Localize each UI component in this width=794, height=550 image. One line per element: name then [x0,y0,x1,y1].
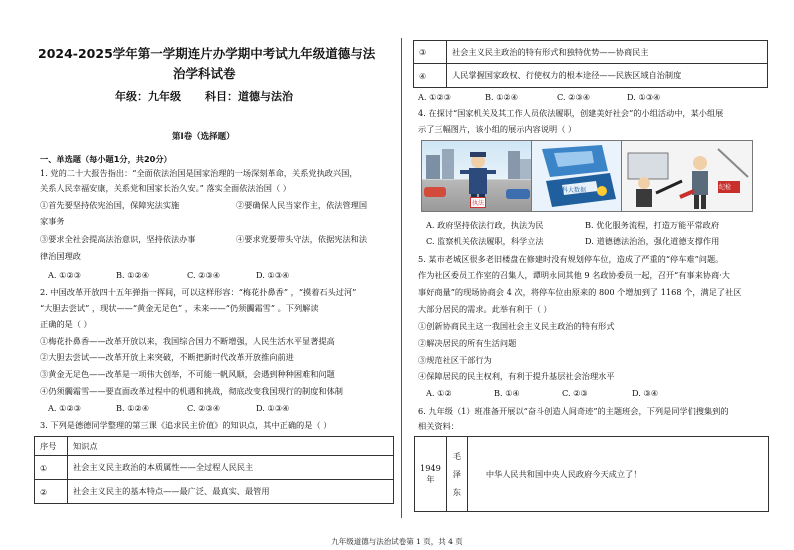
q5-option-d[interactable]: D. ③④ [632,388,659,398]
q5-option-a[interactable]: A. ①② [426,388,452,398]
table-cell: ④ [414,64,447,88]
q1-line: 家事务 [40,216,65,226]
table-cell: ② [35,480,68,504]
q5-option-c[interactable]: C. ②③ [562,388,588,398]
subject-label: 科目：道德与法治 [205,90,293,103]
q2-option-a[interactable]: A. ①②③ [48,403,82,413]
q2-option-b[interactable]: B. ①②④ [116,403,150,413]
q3-option-d[interactable]: D. ①③④ [627,92,661,102]
q5-item: ②解决居民的所有生活问题 [418,338,517,348]
q2-option-d[interactable]: D. ①③④ [256,403,290,413]
part-heading: 第Ⅰ卷（选择题） [172,132,235,142]
q1-option-d[interactable]: D. ①③④ [256,270,290,280]
q2-line: 正确的是（ ） [40,319,92,329]
q5-option-b[interactable]: B. ①④ [494,388,520,398]
column-divider [401,38,402,518]
table-cell: 社会主义民主政治的本质属性——全过程人民民主 [68,456,394,480]
q6-line: 6. 九年级（1）班准备开展以“奋斗创造人间奇迹”的主题班会，下列是同学们搜集到的 [418,406,729,416]
table-cell: ③ [414,41,447,64]
exam-title-line2: 治学科试卷 [173,66,236,81]
page-footer: 九年级道德与法治试卷第 1 页，共 4 页 [331,537,463,546]
anti-corruption-sign: 纪检 [719,184,732,191]
q3-option-c[interactable]: C. ②③④ [557,92,591,102]
q1-line: 律治国理政 [40,251,81,261]
police-sign: 执法 [470,197,486,208]
q3-table-left [34,436,394,504]
q3-option-b[interactable]: B. ①②④ [485,92,519,102]
q1-item: ④要求党要带头守法，依据宪法和法 [236,234,368,244]
quote-cell: 中华人民共和国中央人民政府今天成立了！ [467,437,768,512]
q5-item: ①创新协商民主这一我国社会主义民主政治的特有形式 [418,321,615,331]
q5-line: 5. 某市老城区很多老旧楼盘在修建时没有规划停车位，造成了严重的“停车难”问题。 [418,254,724,264]
q4-line: 示了三幅图片，该小组的展示内容说明（ ） [418,124,577,134]
q4-option-d[interactable]: D. 道德德法治治，强化道德支撑作用 [585,236,720,246]
q5-line: 作为社区委员工作室的召集人，谭明永同其他 9 名政协委员一起，召开“有事来协商·大 [418,270,730,280]
q3-option-a[interactable]: A. ①②③ [418,92,452,102]
year-cell: 1949 年 [415,437,447,512]
q3-table-right [413,40,768,88]
table-header-cell: 知识点 [68,437,394,456]
q2-line: 2. 中国改革开放四十五年弹指一挥间，可以这样形容：“梅花扑鼻香” ，“摸着石头过河” [40,287,357,297]
q5-line: 事好商量”的现场协商会 4 次，将停车位由原来的 800 个增加到了 1168 个，满足了社区 [418,287,742,297]
q6-table [414,436,769,512]
q1-option-b[interactable]: B. ①②④ [116,270,150,280]
q1-item: ①首先要坚持依宪治国，保障宪法实施 [40,200,180,210]
q4-option-b[interactable]: B. 优化服务流程，打造万能平常政府 [585,220,720,230]
q1-line: 1. 党的二十大报告指出：“全面依法治国是国家治理的一场深刻革命，关系党执政兴国， [40,168,358,178]
q3-stem: 3. 下列是德德同学整理的第三课《追求民主价值》的知识点，其中正确的是（ ） [40,420,332,430]
q4-option-a[interactable]: A. 政府坚持依法行政，执法为民 [426,220,544,230]
grade-label: 年级：九年级 [115,90,181,103]
q2-item: ②大胆去尝试——改革开放上来突破，不断把新时代改革开放推向前进 [40,352,294,362]
q1-item: ③要求全社会提高法治意识，坚持依法办事 [40,234,196,244]
q4-option-c[interactable]: C. 监察机关依法履职，科学立法 [426,236,544,246]
q1-option-c[interactable]: C. ②③④ [187,270,221,280]
anti-corruption-figure [621,140,753,212]
q5-item: ④保障居民的民主权利，有利于提升基层社会治理水平 [418,371,615,381]
traffic-police-figure [421,140,535,212]
table-cell: ① [35,456,68,480]
person-char: 毛 [452,451,461,461]
person-char: 东 [452,487,461,497]
q6-line: 相关资料： [418,421,459,431]
table-header-cell: 序号 [35,437,68,456]
q2-line: “大胆去尝试” ，现状——“黄金无足色” ，未来——“仍须髑霜雪” 。下列解读 [40,303,319,313]
table-cell: 社会主义民主政治的特有形式和独特优势——协商民主 [447,41,768,64]
q1-option-a[interactable]: A. ①②③ [48,270,82,280]
q4-line: 4. 在探讨“国家机关及其工作人员依法履职，创建美好社会”的小组活动中，某小组展 [418,108,724,118]
q5-item: ③规范社区干部行为 [418,355,492,365]
person-cell [446,437,467,512]
digital-service-figure [531,140,625,212]
table-cell: 人民掌握国家政权、行使权力的根本途径——民族区域自治制度 [447,64,768,88]
q2-item: ①梅花扑鼻香——改革开放以来，我国综合国力不断增强，人民生活水平显著提高 [40,336,335,346]
q1-line: 关系人民幸福安康，关系党和国家长治久安。” 落实全面依法治国（ ） [40,183,291,193]
card-text: 科大数据 [562,187,587,194]
q5-line: 大部分居民的需求。此举有利于（ ） [418,304,552,314]
table-cell: 社会主义民主的基本特点——最广泛、最真实、最管用 [68,480,394,504]
q2-option-c[interactable]: C. ②③④ [187,403,221,413]
q1-item: ②要确保人民当家作主，依法管理国 [236,200,368,210]
person-char: 泽 [452,469,461,479]
section-heading: 一、单选题（每小题1分，共20分） [40,154,172,164]
q2-item: ④仍须髑霜雪——要直面改革过程中的机遇和挑战，彻底改变我国现行的制度和体制 [40,386,343,396]
q2-item: ③黄金无足色——改革是一项伟大创举，不可能一帆风顺，会遇到种种困难和问题 [40,369,335,379]
exam-title-line1: 2024-2025学年第一学期连片办学期中考试九年级道德与法 [38,46,376,61]
